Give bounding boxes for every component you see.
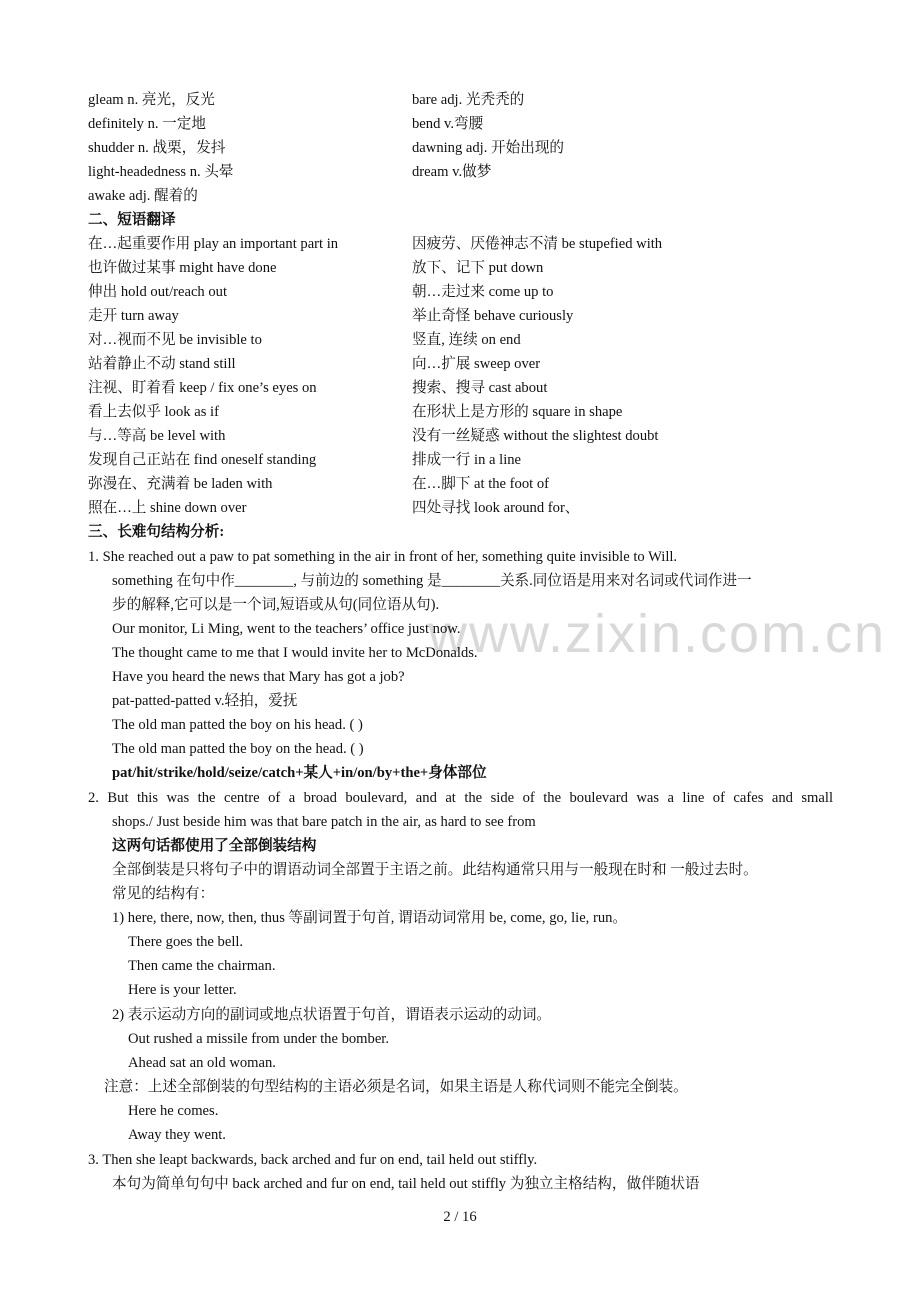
- phrase-item: 也许做过某事 might have done: [88, 260, 277, 276]
- sentence-2: 2. But this was the centre of a broad boulevard, and at the side of the boulevard was a line of cafes and small: [88, 790, 833, 806]
- example-sentence: Then came the chairman.: [128, 958, 276, 974]
- rule-item: 1) here, there, now, then, thus 等副词置于句首, 谓语动词常用 be, come, go, lie, run。: [112, 910, 628, 926]
- phrase-item: 因疲劳、厌倦神志不清 be stupefied with: [412, 236, 663, 252]
- page-number: 2 / 16: [443, 1209, 477, 1225]
- example-sentence: Out rushed a missile from under the bomber.: [128, 1031, 390, 1047]
- vocab-item: awake adj. 醒着的: [88, 188, 198, 204]
- grammar-note: something 在句中作________, 与前边的 something 是________关系.同位语是用来对名词或代词作进一: [112, 573, 752, 589]
- vocab-item: bend v.弯腰: [412, 116, 484, 132]
- example-sentence: The thought came to me that I would invite her to McDonalds.: [112, 645, 478, 661]
- grammar-note: 全部倒装是只将句子中的谓语动词全部置于主语之前。此结构通常只用与一般现在时和 一般过去时。: [112, 862, 758, 878]
- sentence-2-cont: shops./ Just beside him was that bare patch in the air, as hard to see from: [112, 814, 536, 830]
- phrase-item: 对…视而不见 be invisible to: [88, 332, 262, 348]
- phrase-item: 没有一丝疑惑 without the slightest doubt: [412, 428, 659, 444]
- vocab-item: light-headedness n. 头晕: [88, 164, 234, 180]
- vocab-item: dawning adj. 开始出现的: [412, 140, 565, 156]
- note: 注意：上述全部倒装的句型结构的主语必须是名词，如果主语是人称代词则不能完全倒装。: [104, 1079, 688, 1095]
- phrase-item: 与…等高 be level with: [88, 428, 226, 444]
- phrase-item: 四处寻找 look around for、: [412, 500, 580, 516]
- sentence-1: 1. She reached out a paw to pat something in the air in front of her, something quite invisible to Will.: [88, 549, 678, 565]
- vocab-item: bare adj. 光秃秃的: [412, 92, 525, 108]
- section-heading: 二、短语翻译: [88, 212, 176, 228]
- grammar-note: 常见的结构有：: [112, 886, 215, 902]
- phrase-item: 弥漫在、充满着 be laden with: [88, 476, 273, 492]
- phrase-item: 搜索、搜寻 cast about: [412, 380, 548, 396]
- phrase-item: 走开 turn away: [88, 308, 179, 324]
- sentence-3: 3. Then she leapt backwards, back arched and fur on end, tail held out stiffly.: [88, 1152, 538, 1168]
- watermark: www.zixin.com.cn: [428, 604, 887, 664]
- phrase-item: 在形状上是方形的 square in shape: [412, 404, 623, 420]
- example-sentence: Here he comes.: [128, 1103, 219, 1119]
- example-sentence: The old man patted the boy on the head. ( ): [112, 741, 364, 757]
- example-sentence: The old man patted the boy on his head. ( ): [112, 717, 363, 733]
- example-sentence: Ahead sat an old woman.: [128, 1055, 276, 1071]
- phrase-item: 在…起重要作用 play an important part in: [88, 236, 339, 252]
- example-sentence: Have you heard the news that Mary has got a job?: [112, 669, 405, 685]
- example-sentence: Our monitor, Li Ming, went to the teachers’ office just now.: [112, 621, 461, 637]
- example-sentence: There goes the bell.: [128, 934, 244, 950]
- phrase-item: 向…扩展 sweep over: [412, 356, 541, 372]
- vocab-item: definitely n. 一定地: [88, 116, 206, 132]
- grammar-note: 本句为简单句句中 back arched and fur on end, tail held out stiffly 为独立主格结构，做伴随状语: [112, 1176, 700, 1192]
- phrase-item: 竖直, 连续 on end: [412, 332, 521, 348]
- phrase-item: 伸出 hold out/reach out: [88, 284, 228, 300]
- phrase-item: 朝…走过来 come up to: [412, 284, 554, 300]
- phrase-item: 放下、记下 put down: [412, 260, 544, 276]
- section-heading: 三、长难句结构分析:: [88, 524, 225, 540]
- phrase-item: 注视、盯着看 keep / fix one’s eyes on: [88, 380, 317, 396]
- vocab-note: pat-patted-patted v.轻拍，爱抚: [112, 693, 298, 709]
- vocab-item: gleam n. 亮光，反光: [88, 92, 215, 108]
- vocab-item: shudder n. 战栗，发抖: [88, 140, 226, 156]
- phrase-item: 看上去似乎 look as if: [88, 404, 219, 420]
- rule-item: 2) 表示运动方向的副词或地点状语置于句首，谓语表示运动的动词。: [112, 1007, 552, 1023]
- phrase-item: 排成一行 in a line: [412, 452, 522, 468]
- phrase-item: 照在…上 shine down over: [88, 500, 247, 516]
- grammar-note: 步的解释,它可以是一个词,短语或从句(同位语从句).: [112, 597, 440, 613]
- example-sentence: Here is your letter.: [128, 982, 237, 998]
- sub-heading: 这两句话都使用了全部倒装结构: [112, 838, 317, 854]
- phrase-item: 发现自己正站在 find oneself standing: [88, 452, 317, 468]
- phrase-item: 举止奇怪 behave curiously: [412, 308, 574, 324]
- grammar-rule: pat/hit/strike/hold/seize/catch+某人+in/on/by+the+身体部位: [112, 765, 487, 781]
- phrase-item: 在…脚下 at the foot of: [412, 476, 549, 492]
- phrase-item: 站着静止不动 stand still: [88, 356, 236, 372]
- example-sentence: Away they went.: [128, 1127, 226, 1143]
- vocab-item: dream v.做梦: [412, 164, 492, 180]
